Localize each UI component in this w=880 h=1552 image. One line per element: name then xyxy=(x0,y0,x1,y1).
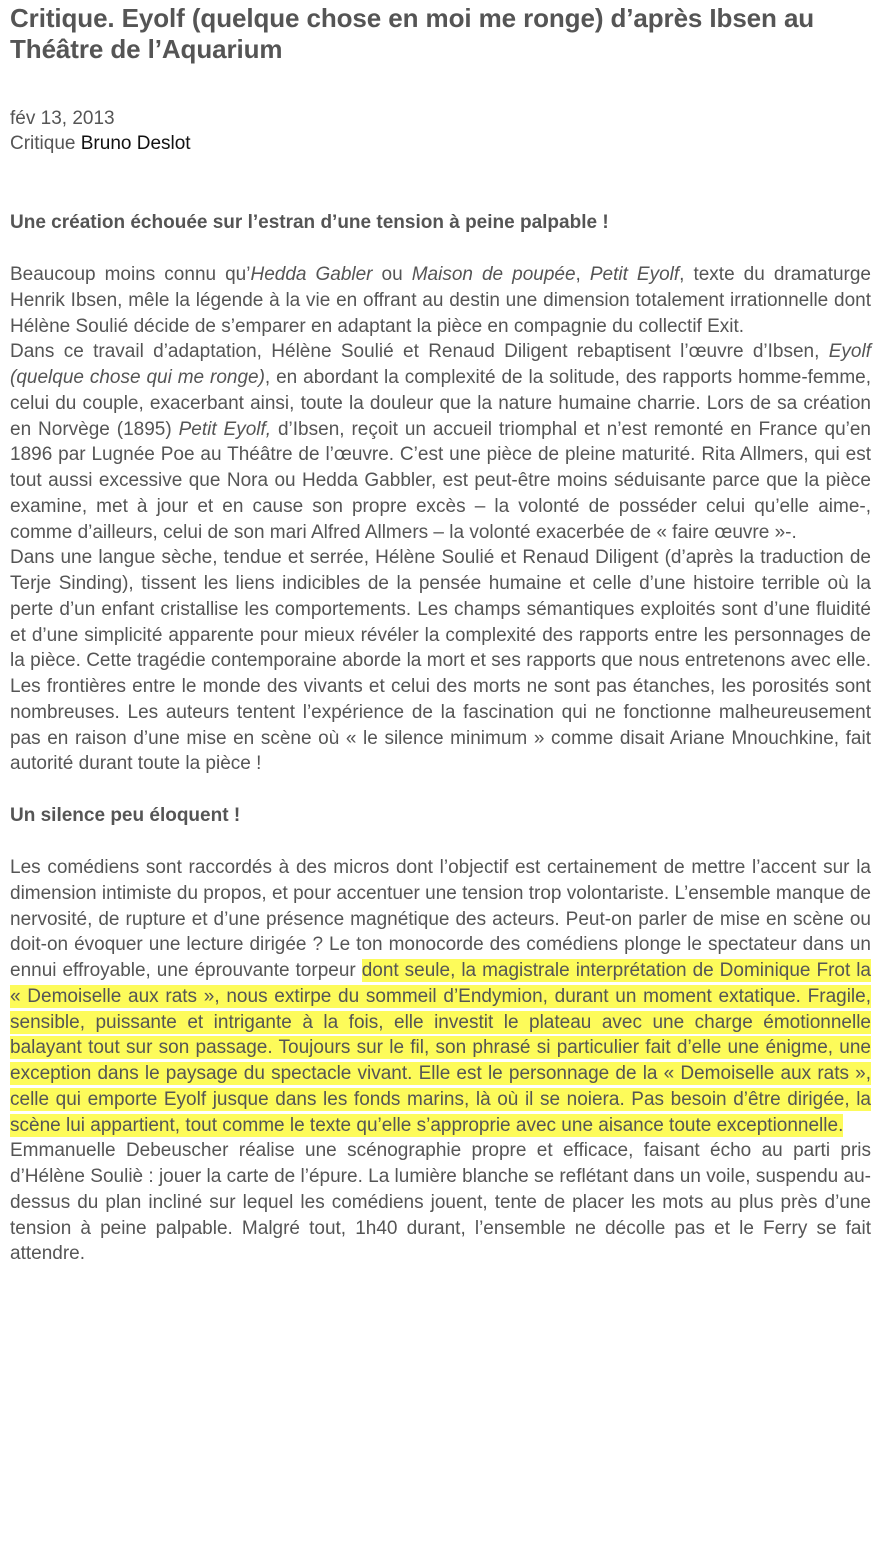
author-link[interactable]: Bruno Deslot xyxy=(80,133,191,154)
italic-title: Eyolf (quelque chose qui me ronge) xyxy=(10,341,871,388)
text-run: , texte du dramaturge Henrik Ibsen, mêle la légende à la vie en offrant au destin une dimension totalement irrationnelle dont Hélène Soulié décide de s’emparer en adaptant la pièce en compagnie du collectif Exit. xyxy=(10,264,872,337)
text-run: d’Ibsen, reçoit un accueil triomphal et n’est remonté en France qu’en 1896 par Lugnée Poe au Théâtre de l’œuvre. C’est une pièce de pleine maturité. Rita Allmers, qui est tout aussi excessive que Nora ou Hedda Gabbler, est peut-être moins séduisante parce que la pièce examine, met à jour et en cause son propre excès – la volonté de posséder celui qu’elle aime-, comme d’ailleurs, celui de son mari Alfred Allmers – la volonté exacerbée de « faire œuvre »-. xyxy=(10,418,871,543)
text-run: Beaucoup moins connu qu’ xyxy=(10,264,251,285)
paragraph-5: Emmanuelle Debeuscher réalise une scénographie propre et efficace, faisant écho au parti pris d’Hélène Souliè : jouer la carte de l’épure. La lumière blanche se reflétant dans un voile, suspendu au-dessus du plan incliné sur lequel les comédiens jouent, tente de placer les mots au plus près d’une tension à peine palpable. Malgré tout, 1h40 durant, l’ensemble ne décolle pas et le Ferry se fait attendre. xyxy=(10,1140,871,1265)
byline-prefix: Critique xyxy=(10,133,81,154)
italic-title: Petit Eyolf xyxy=(589,264,680,285)
text-run: Dans ce travail d’adaptation, Hélène Soulié et Renaud Diligent rebaptisent l’œuvre d’Ibsen, xyxy=(10,341,829,363)
section-heading-2: Un silence peu éloquent ! xyxy=(10,805,241,826)
italic-title: Hedda Gabler xyxy=(250,264,373,285)
italic-title: Maison de poupée xyxy=(411,264,576,285)
spacer xyxy=(10,777,871,803)
article-title: Critique. Eyolf (quelque chose en moi me ronge) d’après Ibsen au Théâtre de l’Aquarium xyxy=(10,3,815,64)
text-run: Les comédiens sont raccordés à des micros dont l’objectif est certainement de mettre l’accent sur la dimension intimiste du propos, et pour accentuer une tension trop volontariste. L’ensemble manque de nervosité, de rupture et d’une présence magnétique des acteurs. Peut-on parler de mise en scène ou doit-on évoquer une lecture dirigée ? Le ton monocorde des comédiens plonge le spectateur dans un ennui effroyable, une éprouvante torpeur xyxy=(10,857,871,981)
highlighted-passage: dont seule, la magistrale interprétation de Dominique Frot la « Demoiselle aux rats », nous extirpe du sommeil d’Endymion, durant un moment extatique. Fragile, sensible, puissante et intrigante à la fois, elle investit le plateau avec une charge émotionnelle balayant tout sur son passage. Toujours sur le fil, son phrasé si particulier fait d’elle une énigme, une exception dans le paysage du spectacle vivant. Elle est le personnage de la « Demoiselle aux rats », celle qui emporte Eyolf jusque dans les fonds marins, là où il se noiera. Pas besoin d’être dirigée, la scène lui appartient, tout comme le texte qu’elle s’approprie avec une aisance toute exceptionnelle. xyxy=(10,960,872,1136)
publish-date: fév 13, 2013 xyxy=(10,108,115,129)
paragraph-3: Dans une langue sèche, tendue et serrée, Hélène Soulié et Renaud Diligent (d’après la traduction de Terje Sinding), tissent les liens indicibles de la pensée humaine et celle d’une histoire terrible où la perte d’un enfant cristallise les comportements. Les champs sémantiques exploités sont d’une fluidité et d’une simplicité apparente pour mieux révéler la complexité des rapports entre les personnages de la pièce. Cette tragédie contemporaine aborde la mort et ses rapports que nous entretenons avec elle. Les frontières entre le monde des vivants et celui des morts ne sont pas étanches, les porosités sont nombreuses. Les auteurs tentent l’expérience de la fascination qui ne fonctionne malheureusement pas en raison d’une mise en scène où « le silence minimum » comme disait Ariane Mnouchkine, fait autorité durant toute la pièce ! xyxy=(10,547,871,775)
article-meta xyxy=(10,106,191,156)
byline xyxy=(10,131,191,156)
section-heading-1: Une création échouée sur l’estran d’une tension à peine palpable ! xyxy=(10,212,609,233)
spacer xyxy=(10,829,871,855)
text-run: ou xyxy=(372,264,412,285)
spacer xyxy=(10,236,871,262)
paragraph-2 xyxy=(10,339,871,545)
italic-title: Petit Eyolf, xyxy=(178,418,272,440)
paragraph-1 xyxy=(10,262,871,339)
text-run: , xyxy=(575,264,590,285)
article-body xyxy=(10,210,871,1267)
text-run: , en abordant la complexité de la solitude, des rapports homme-femme, celui du couple, exacerbant ainsi, toute la douleur que la nature humaine charrie. Lors de sa création en Norvège (1895) xyxy=(10,367,871,440)
paragraph-4 xyxy=(10,855,871,1138)
